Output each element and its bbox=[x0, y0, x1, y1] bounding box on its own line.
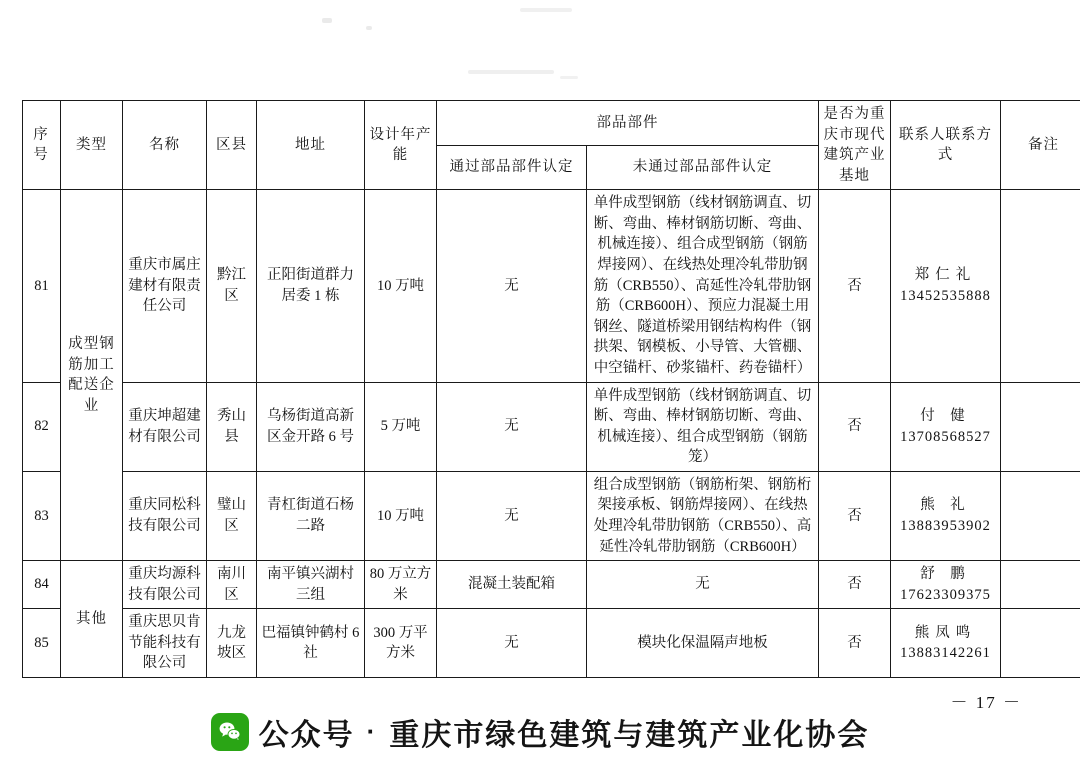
table-row bbox=[23, 561, 1080, 609]
cell-base: 否 bbox=[819, 190, 891, 382]
footer-prefix: 公众号 bbox=[258, 718, 355, 752]
cell-address: 青杠街道石杨二路 bbox=[257, 471, 365, 560]
cell-type-group: 其他 bbox=[61, 561, 123, 678]
cell-capacity: 10 万吨 bbox=[365, 190, 437, 382]
contact-name: 熊 礼 bbox=[920, 497, 971, 514]
cell-contact bbox=[891, 471, 1001, 560]
cell-base: 否 bbox=[819, 609, 891, 678]
cell-failed: 单件成型钢筋（线材钢筋调直、切断、弯曲、棒材钢筋切断、弯曲、机械连接）、组合成型钢筋（钢筋笼） bbox=[587, 382, 819, 471]
scan-artifact bbox=[520, 8, 572, 12]
cell-note bbox=[1001, 382, 1080, 471]
scan-artifact bbox=[468, 70, 554, 74]
page-number: － 17 － bbox=[950, 693, 1022, 712]
contact-phone: 13883953902 bbox=[900, 517, 991, 534]
cell-address: 乌杨街道高新区金开路 6 号 bbox=[257, 382, 365, 471]
header-type: 类型 bbox=[61, 101, 123, 190]
header-components-group: 部品部件 bbox=[437, 101, 819, 146]
cell-district: 璧山区 bbox=[207, 471, 257, 560]
cell-capacity: 5 万吨 bbox=[365, 382, 437, 471]
cell-seq: 83 bbox=[23, 471, 61, 560]
table-row bbox=[23, 382, 1080, 471]
contact-name: 舒 鹏 bbox=[920, 566, 971, 583]
header-address: 地址 bbox=[257, 101, 365, 190]
cell-base: 否 bbox=[819, 382, 891, 471]
enterprise-table bbox=[22, 100, 1080, 678]
cell-seq: 84 bbox=[23, 561, 61, 609]
cell-address: 巴福镇钟鹤村 6 社 bbox=[257, 609, 365, 678]
cell-address: 正阳街道群力居委 1 栋 bbox=[257, 190, 365, 382]
cell-failed: 组合成型钢筋（钢筋桁架、钢筋桁架接承板、钢筋焊接网）、在线热处理冷轧带肋钢筋（CRB550）、高延性冷轧带肋钢筋（CRB600H） bbox=[587, 471, 819, 560]
footer-separator: · bbox=[366, 716, 378, 746]
cell-name: 重庆均源科技有限公司 bbox=[123, 561, 207, 609]
contact-phone: 13452535888 bbox=[900, 287, 991, 304]
cell-note bbox=[1001, 609, 1080, 678]
contact-phone: 17623309375 bbox=[900, 586, 991, 603]
cell-name: 重庆同松科技有限公司 bbox=[123, 471, 207, 560]
header-note: 备注 bbox=[1001, 101, 1080, 190]
cell-base: 否 bbox=[819, 561, 891, 609]
wechat-icon bbox=[211, 713, 249, 751]
cell-note bbox=[1001, 471, 1080, 560]
cell-contact bbox=[891, 190, 1001, 382]
cell-failed: 模块化保温隔声地板 bbox=[587, 609, 819, 678]
cell-capacity: 80 万立方米 bbox=[365, 561, 437, 609]
cell-passed: 无 bbox=[437, 382, 587, 471]
cell-note bbox=[1001, 561, 1080, 609]
cell-seq: 81 bbox=[23, 190, 61, 382]
cell-failed: 无 bbox=[587, 561, 819, 609]
cell-note bbox=[1001, 190, 1080, 382]
cell-failed: 单件成型钢筋（线材钢筋调直、切断、弯曲、棒材钢筋切断、弯曲、机械连接）、组合成型钢筋（钢筋焊接网）、在线热处理冷轧带肋钢筋（CRB550）、高延性冷轧带肋钢筋（CRB600H）、预应力混凝土用钢丝、隧道桥梁用钢结构构件（钢拱架、钢模板、小导管、大管棚、中空锚杆、砂浆锚杆、药卷锚杆） bbox=[587, 190, 819, 382]
header-seq: 序号 bbox=[23, 101, 61, 190]
cell-address: 南平镇兴湖村三组 bbox=[257, 561, 365, 609]
header-capacity: 设计年产能 bbox=[365, 101, 437, 190]
table-row bbox=[23, 190, 1080, 382]
scan-artifact bbox=[366, 26, 372, 30]
header-district: 区县 bbox=[207, 101, 257, 190]
cell-passed: 无 bbox=[437, 609, 587, 678]
cell-name: 重庆思贝肯节能科技有限公司 bbox=[123, 609, 207, 678]
header-passed: 通过部品部件认定 bbox=[437, 145, 587, 190]
cell-passed: 无 bbox=[437, 471, 587, 560]
cell-contact bbox=[891, 561, 1001, 609]
scan-artifact bbox=[322, 18, 332, 23]
cell-name: 重庆坤超建材有限公司 bbox=[123, 382, 207, 471]
table-header-row-1 bbox=[23, 101, 1080, 146]
contact-name: 熊凤鸣 bbox=[914, 624, 977, 641]
contact-name: 郑仁礼 bbox=[914, 267, 977, 284]
header-base: 是否为重庆市现代建筑产业基地 bbox=[819, 101, 891, 190]
cell-base: 否 bbox=[819, 471, 891, 560]
cell-seq: 82 bbox=[23, 382, 61, 471]
header-failed: 未通过部品部件认定 bbox=[587, 145, 819, 190]
contact-phone: 13708568527 bbox=[900, 428, 991, 445]
table-row bbox=[23, 609, 1080, 678]
contact-name: 付 健 bbox=[920, 408, 971, 425]
header-contact: 联系人联系方式 bbox=[891, 101, 1001, 190]
cell-capacity: 300 万平方米 bbox=[365, 609, 437, 678]
footer-watermark bbox=[0, 700, 1080, 763]
footer-association-name: 重庆市绿色建筑与建筑产业化协会 bbox=[389, 718, 870, 752]
scan-artifact bbox=[560, 76, 578, 79]
cell-type-group: 成型钢筋加工配送企业 bbox=[61, 190, 123, 561]
cell-passed: 无 bbox=[437, 190, 587, 382]
cell-district: 南川区 bbox=[207, 561, 257, 609]
table-row bbox=[23, 471, 1080, 560]
cell-contact bbox=[891, 382, 1001, 471]
contact-phone: 13883142261 bbox=[900, 645, 991, 662]
cell-capacity: 10 万吨 bbox=[365, 471, 437, 560]
cell-name: 重庆市属庄建材有限责任公司 bbox=[123, 190, 207, 382]
cell-seq: 85 bbox=[23, 609, 61, 678]
cell-passed: 混凝土装配箱 bbox=[437, 561, 587, 609]
cell-contact bbox=[891, 609, 1001, 678]
cell-district: 九龙坡区 bbox=[207, 609, 257, 678]
header-name: 名称 bbox=[123, 101, 207, 190]
cell-district: 秀山县 bbox=[207, 382, 257, 471]
cell-district: 黔江区 bbox=[207, 190, 257, 382]
